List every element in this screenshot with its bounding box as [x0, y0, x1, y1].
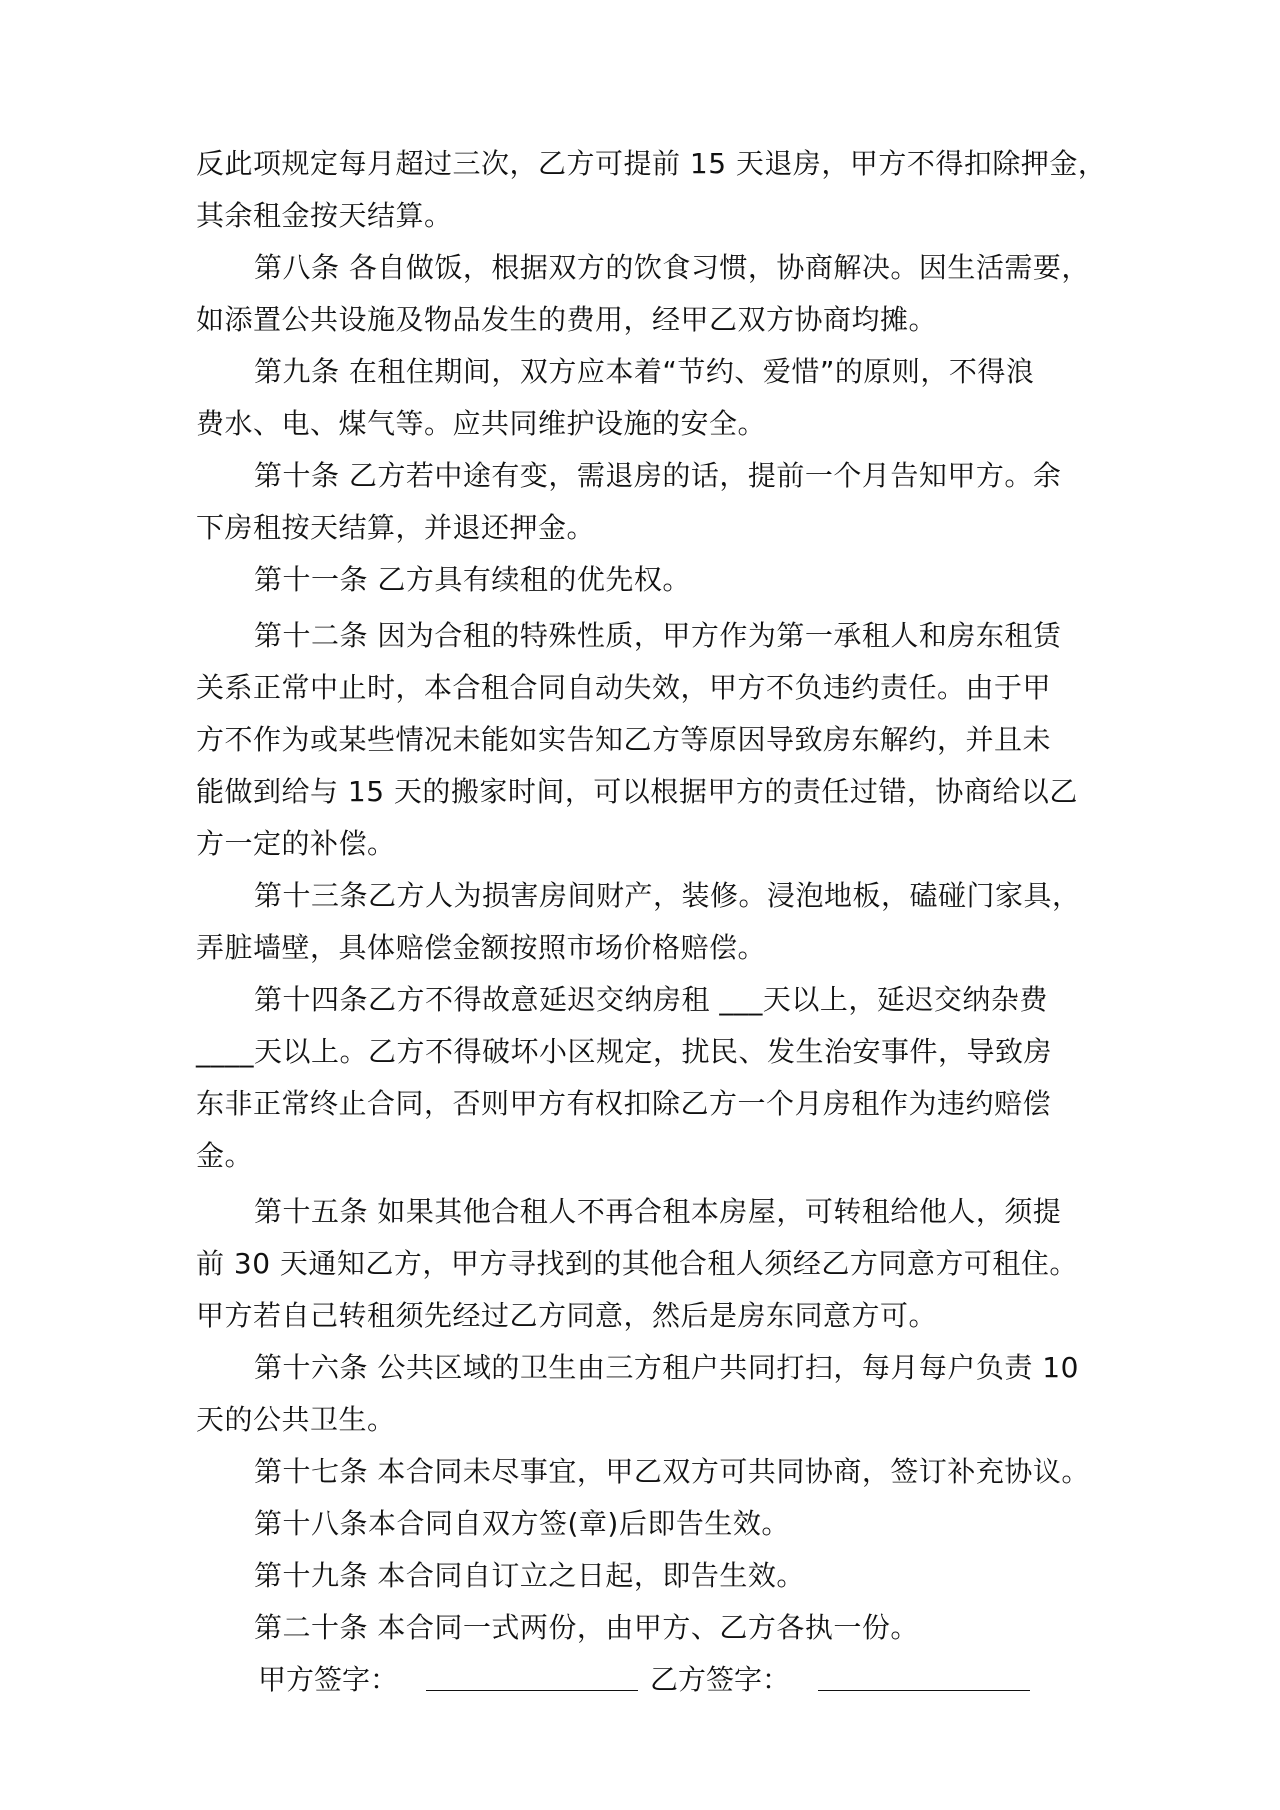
- text-line: 东非正常终止合同，否则甲方有权扣除乙方一个月房租作为违约赔偿: [196, 1087, 1052, 1120]
- party-b-signature-line: [818, 1660, 1030, 1691]
- text-line: 第二十条 本合同一式两份，由甲方、乙方各执一份。: [254, 1611, 919, 1644]
- text-line: 弄脏墙壁，具体赔偿金额按照市场价格赔偿。: [196, 931, 767, 964]
- contract-body: [196, 138, 1107, 1654]
- text-line: 第十五条 如果其他合租人不再合租本房屋，可转租给他人，须提: [254, 1195, 1062, 1228]
- party-a-signature-line: [426, 1660, 638, 1691]
- text-line: 关系正常中止时，本合租合同自动失效，甲方不负违约责任。由于甲: [196, 671, 1052, 704]
- text-line: 反此项规定每月超过三次，乙方可提前 15 天退房，甲方不得扣除押金，: [196, 147, 1107, 180]
- text-line: 金。: [196, 1139, 254, 1172]
- text-line: 下房租按天结算，并退还押金。: [196, 511, 596, 544]
- text-line: 第十三条乙方人为损害房间财产，装修。浸泡地板，磕碰门家具，: [254, 879, 1081, 912]
- text-line: 第十二条 因为合租的特殊性质，甲方作为第一承租人和房东租赁: [254, 619, 1062, 652]
- text-line: 天的公共卫生。: [196, 1403, 396, 1436]
- text-line: 第十四条乙方不得故意延迟交纳房租 ___天以上，延迟交纳杂费: [254, 983, 1048, 1016]
- text-line: 方一定的补偿。: [196, 827, 396, 860]
- text-line: 第十八条本合同自双方签(章)后即告生效。: [254, 1507, 790, 1540]
- text-line: 如添置公共设施及物品发生的费用，经甲乙双方协商均摊。: [196, 303, 938, 336]
- text-line: 第十六条 公共区域的卫生由三方租户共同打扫，每月每户负责 10: [254, 1351, 1079, 1384]
- text-line: 费水、电、煤气等。应共同维护设施的安全。: [196, 407, 767, 440]
- text-line: 方不作为或某些情况未能如实告知乙方等原因导致房东解约，并且未: [196, 723, 1052, 756]
- text-line: 第十九条 本合同自订立之日起，即告生效。: [254, 1559, 805, 1592]
- text-line: 第九条 在租住期间，双方应本着“节约、爱惜”的原则，不得浪: [254, 355, 1035, 388]
- text-line: 能做到给与 15 天的搬家时间，可以根据甲方的责任过错，协商给以乙: [196, 775, 1078, 808]
- text-line: ____天以上。乙方不得破坏小区规定，扰民、发生治安事件，导致房: [196, 1035, 1053, 1068]
- party-b-signature-label: 乙方签字：: [650, 1663, 791, 1696]
- text-line: 其余租金按天结算。: [196, 199, 453, 232]
- text-line: 前 30 天通知乙方，甲方寻找到的其他合租人须经乙方同意方可租住。: [196, 1247, 1078, 1280]
- party-a-signature-label: 甲方签字：: [258, 1663, 399, 1696]
- text-line: 第十七条 本合同未尽事宜，甲乙双方可共同协商，签订补充协议。: [254, 1455, 1090, 1488]
- text-line: 第八条 各自做饭，根据双方的饮食习惯，协商解决。因生活需要，: [254, 251, 1090, 284]
- signature-row: [196, 1654, 1096, 1706]
- text-line: 第十条 乙方若中途有变，需退房的话，提前一个月告知甲方。余: [254, 459, 1062, 492]
- text-line: 甲方若自己转租须先经过乙方同意，然后是房东同意方可。: [196, 1299, 938, 1332]
- document-page: [196, 138, 1107, 1706]
- text-line: 第十一条 乙方具有续租的优先权。: [254, 563, 691, 596]
